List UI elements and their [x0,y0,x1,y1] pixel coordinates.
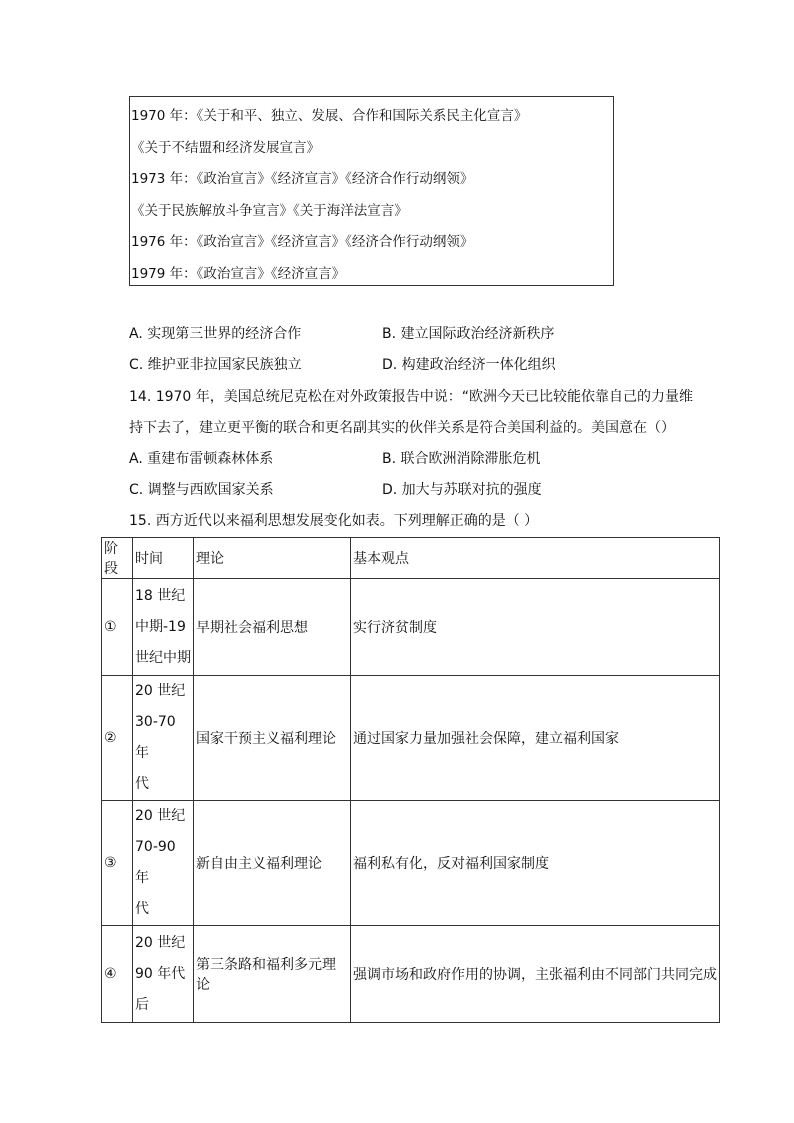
table-row [102,801,720,926]
theory-cell: 新自由主义福利理论 [194,801,351,926]
table-header-row [102,538,720,579]
header-theory: 理论 [194,538,351,579]
view-cell: 通过国家力量加强社会保障，建立福利国家 [351,676,720,801]
time-line: 18 世纪 [135,587,186,604]
table-row [102,579,720,676]
header-view: 基本观点 [351,538,720,579]
view-cell: 实行济贫制度 [351,579,720,676]
q14-stem-line-1: 14. 1970 年，美国总统尼克松在对外政策报告中说：“欧洲今天已比较能依靠自己的力量维 [129,389,694,405]
q13-option-a[interactable]: A. 实现第三世界的经济合作 [129,326,302,342]
theory-cell: 早期社会福利思想 [194,579,351,676]
material-line: 1976 年：《政治宣言》《经济宣言》《经济合作行动纲领》 [131,234,474,250]
q14-option-c[interactable]: C. 调整与西欧国家关系 [129,482,274,498]
q14-stem-line-2: 持下去了，建立更平衡的联合和更名副其实的伙伴关系是符合美国利益的。美国意在（） [129,420,675,436]
time-line: 后 [135,996,149,1013]
stage-cell: ④ [102,926,133,1023]
time-cell [133,801,194,926]
view-cell: 强调市场和政府作用的协调，主张福利由不同部门共同完成 [351,926,720,1023]
q15-stem: 15. 西方近代以来福利思想发展变化如表。下列理解正确的是（ ） [129,513,539,529]
material-line: 《关于民族解放斗争宣言》《关于海洋法宣言》 [131,202,408,219]
time-cell [133,926,194,1023]
welfare-table [101,537,720,1023]
material-line: 1973 年：《政治宣言》《经济宣言》《经济合作行动纲领》 [131,171,474,187]
time-line: 中期-19 [135,618,186,635]
stage-cell: ② [102,676,133,801]
view-cell: 福利私有化，反对福利国家制度 [351,801,720,926]
stage-cell: ③ [102,801,133,926]
theory-cell: 第三条路和福利多元理论 [194,926,351,1023]
time-line: 代 [135,901,149,917]
stage-cell: ① [102,579,133,676]
table-row [102,676,720,801]
time-line: 30-70 年 [135,714,176,761]
theory-cell: 国家干预主义福利理论 [194,676,351,801]
header-time: 时间 [133,538,194,579]
material-line: 1979 年：《政治宣言》《经济宣言》 [131,265,346,282]
q13-option-c[interactable]: C. 维护亚非拉国家民族独立 [129,357,302,373]
time-line: 世纪中期 [135,649,191,666]
time-cell [133,676,194,801]
material-box [129,96,614,286]
q14-option-a[interactable]: A. 重建布雷顿森林体系 [129,451,274,467]
q14-option-b[interactable]: B. 联合欧洲消除滞胀危机 [382,451,541,467]
q13-option-b[interactable]: B. 建立国际政治经济新秩序 [382,326,555,342]
q14-option-d[interactable]: D. 加大与苏联对抗的强度 [382,482,542,498]
table-row [102,926,720,1023]
time-line: 20 世纪 [135,808,186,824]
q13-option-d[interactable]: D. 构建政治经济一体化组织 [382,357,556,373]
header-stage: 阶段 [102,538,133,579]
time-line: 20 世纪 [135,683,186,699]
time-line: 20 世纪 [135,934,186,951]
material-line: 1970 年：《关于和平、独立、发展、合作和国际关系民主化宣言》 [131,108,528,124]
material-line: 《关于不结盟和经济发展宣言》 [131,139,320,156]
time-line: 70-90 年 [135,839,176,886]
time-line: 代 [135,776,149,792]
time-line: 90 年代 [135,965,186,982]
time-cell [133,579,194,676]
